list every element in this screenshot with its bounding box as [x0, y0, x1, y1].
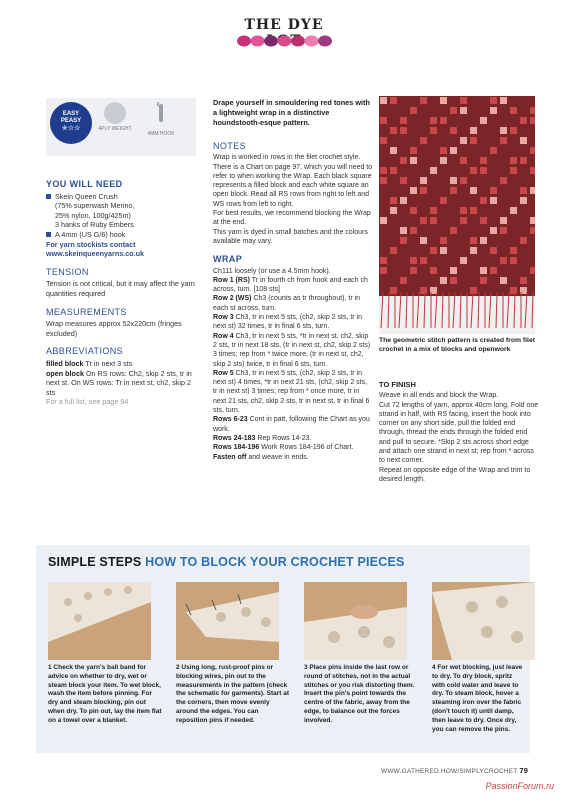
- steps-title: [48, 555, 405, 569]
- you-will-need-heading: YOU WILL NEED: [46, 179, 123, 189]
- wrap-row: [213, 415, 373, 434]
- step-2-text: 2 Using long, rust-proof pins or blocking wires, pin out to the measurements in the pattern (check the schematic for garments). Start at the corners, then move evenly around the edges. You can reposition pins if needed.: [176, 664, 290, 724]
- wrap-row: [213, 443, 373, 452]
- row-label: Row 1 (RS): [213, 276, 250, 284]
- step-3-photo: [304, 582, 407, 660]
- step-2-photo: [176, 582, 279, 660]
- photo-caption: The geometric stitch pattern is created from filet crochet in a mix of blocks and openwork: [379, 337, 535, 353]
- row-text: Cont in patt, following the Chart as you work.: [213, 416, 370, 433]
- difficulty-label-2: PEASY: [60, 118, 82, 124]
- row-text: Tr in fourth ch from hook and each ch across, turn. [108 sts]: [213, 276, 368, 294]
- wrap-row: [213, 369, 373, 415]
- notes-heading: NOTES: [213, 141, 247, 151]
- watermark: PassionForum.ru: [485, 781, 554, 791]
- step-1-photo: [48, 582, 151, 660]
- steps-title-label: SIMPLE STEPS: [48, 555, 142, 569]
- wrap-row: [213, 313, 373, 332]
- row-label: Row 4: [213, 332, 234, 340]
- row-text: Ch3 (counts as tr throughout), tr in each st across, turn.: [213, 295, 361, 312]
- yarn-ball-icon: [104, 102, 126, 124]
- finish-paragraph: Weave in all ends and block the Wrap.: [379, 392, 499, 400]
- abbrev-full-list: For a full list, see page 94: [46, 397, 129, 407]
- finish-section: [379, 380, 539, 484]
- row-text: Ch3, tr in next 5 sts, *tr in next st, ch2, skip 2 sts, tr in next 18 sts, (tr in next st, ch2, skip 2 sts) 3 times; rep from * twice more, (tr in next st, ch2, skip 2 sts) twice, tr in final 6 sts, turn.: [213, 332, 371, 368]
- difficulty-label-1: EASY: [62, 111, 80, 117]
- abbrev-filled: [46, 359, 201, 369]
- row-text: Ch3, tr in next 5 sts, (ch2, skip 2 sts, tr in next st) 4 times, *tr in next 21 sts, (ch2, skip 2 sts, tr in next st) 3 times; rep from * once more, tr in next 21 sts, ch2, skip 2 sts, tr in next st, tr in final 6 sts, turn.: [213, 369, 370, 415]
- yarn-weight-badge: [96, 102, 134, 132]
- tension-text: Tension is not critical, but it may affect the yarn quantities required: [46, 279, 195, 298]
- stockist-link[interactable]: www.skeinqueenyarns.co.uk: [46, 249, 144, 259]
- row-label: Rows 184-196: [213, 444, 260, 452]
- row-text: and weave in ends.: [246, 453, 309, 461]
- yarn-balls-icon: [236, 34, 332, 48]
- abbrev-def: On RS rows: Ch2, skip 2 sts, tr in next st. On WS rows: Tr in next st, ch2, skip 2 sts: [46, 368, 192, 397]
- notes-paragraph: There is a Chart on page 97, which you will need to refer to when working the Wrap. Each black square represents a filled block and each white square an open block. Read all RS rows from right to left and WS rows from left to right.: [213, 163, 373, 208]
- yarn-name: Skein Queen Crush: [55, 191, 118, 201]
- hook-badge: [142, 102, 180, 137]
- materials-column: [46, 180, 201, 416]
- difficulty-badge: [50, 102, 92, 144]
- hook-item: A 4mm (US G/6) hook: [46, 230, 201, 240]
- row-text: Ch3, tr in next 5 sts, (ch2, skip 2 sts, tr in next st) 32 times, tr in final 6 sts, turn.: [213, 314, 363, 331]
- hook-size-label: 4MM HOOK: [147, 131, 175, 137]
- step-1-text: 1 Check the yarn's ball band for advice on whether to dry, wet or steam block your item. To wet block, wash the item before pinning. For dry and steam blocking, pin out when dry. To pin out, lay the item flat on a towel over a blanket.: [48, 664, 162, 724]
- notes-paragraph: For best results, we recommend blocking the Wrap at the end.: [213, 210, 371, 227]
- pattern-column: [213, 98, 373, 471]
- row-label: Rows 24-183: [213, 434, 256, 442]
- wrap-photo: [379, 96, 535, 334]
- stockists-text: For yarn stockists contact: [46, 239, 136, 249]
- row-text: Rep Rows 14-23.: [255, 434, 312, 442]
- difficulty-stars: ★☆☆: [61, 125, 81, 132]
- crochet-hook-icon: [150, 102, 172, 124]
- simple-steps-panel: [36, 545, 530, 753]
- finish-heading: TO FINISH: [379, 380, 416, 389]
- row-label: Fasten off: [213, 453, 247, 461]
- yarn-weight: 25% nylon, 100g/425m): [55, 210, 131, 220]
- footer-url: WWW.GATHERED.HOW/SIMPLYCROCHET: [381, 768, 518, 775]
- notes-paragraph: This yarn is dyed in small batches and the colours available may vary.: [213, 228, 368, 245]
- row-label: Row 5: [213, 369, 234, 377]
- yarn-item: [46, 192, 201, 230]
- abbrev-def: Tr in next 3 sts: [83, 358, 133, 368]
- wrap-row: [213, 332, 373, 369]
- row-text: Work Rows 184-196 of Chart.: [259, 444, 354, 452]
- tension-heading: TENSION: [46, 266, 89, 277]
- yarn-amount: 3 hanks of Ruby Embers: [55, 220, 134, 230]
- intro-text: Drape yourself in smouldering red tones with a lightweight wrap in a distinctive houndstooth-esque pattern.: [213, 98, 370, 127]
- yarn-fibre: (75% superwash Merino,: [55, 201, 135, 211]
- finish-paragraph: Cut 72 lengths of yarn, approx 40cm long. Fold one strand in half, with RS facing, insert the hook into corner on any short side, pull the folded end through, thread the ends through the folded end and pull to secure. *Skip 2 sts across short edge and attach one strand in next st; rep from * across to next corner.: [379, 401, 539, 465]
- page-footer: [381, 766, 528, 775]
- wrap-row: [213, 434, 373, 443]
- yarn-weight-label: 4PLY WEIGHT: [98, 126, 132, 132]
- notes-paragraph: Wrap is worked in rows in the filet crochet style.: [213, 154, 361, 162]
- finish-paragraph: Repeat on opposite edge of the Wrap and trim to desired length.: [379, 466, 531, 483]
- steps-title-subject: HOW TO BLOCK YOUR CROCHET PIECES: [145, 555, 405, 569]
- abbrev-open: [46, 369, 201, 398]
- abbrev-term: filled block: [46, 358, 84, 368]
- row-label: Row 3: [213, 314, 234, 322]
- measurements-heading: MEASUREMENTS: [46, 306, 127, 317]
- pattern-info-badges: [46, 98, 196, 156]
- wrap-row: [213, 453, 373, 462]
- wrap-ch: Ch111 loosely (or use a 4.5mm hook).: [213, 267, 331, 275]
- row-label: Row 2 (WS): [213, 295, 252, 303]
- row-label: Rows 6-23: [213, 416, 248, 424]
- section-title: THE DYE: [244, 17, 324, 33]
- step-4-photo: [432, 582, 535, 660]
- abbreviations-heading: ABBREVIATIONS: [46, 346, 124, 357]
- abbrev-term: open block: [46, 368, 84, 378]
- step-3-text: 3 Place pins inside the last row or round of stitches, not in the actual stitches or you risk distorting them. Insert the pin's point towards the centre of the fabric, away from the edge, to balance out the forces involved.: [304, 664, 415, 724]
- wrap-row: [213, 276, 373, 295]
- wrap-heading: WRAP: [213, 254, 243, 265]
- wrap-row: [213, 294, 373, 313]
- step-4-text: 4 For wet blocking, just leave to dry. To dry block, spritz with cold water and leave to dry. To steam block, hover a steaming iron over the fabric (don't touch it) until damp, then leave to dry. Once dry, you can remove the pins.: [432, 664, 523, 733]
- measurements-text: Wrap measures approx 52x220cm (fringes excluded): [46, 319, 182, 338]
- page-number: 79: [519, 766, 529, 775]
